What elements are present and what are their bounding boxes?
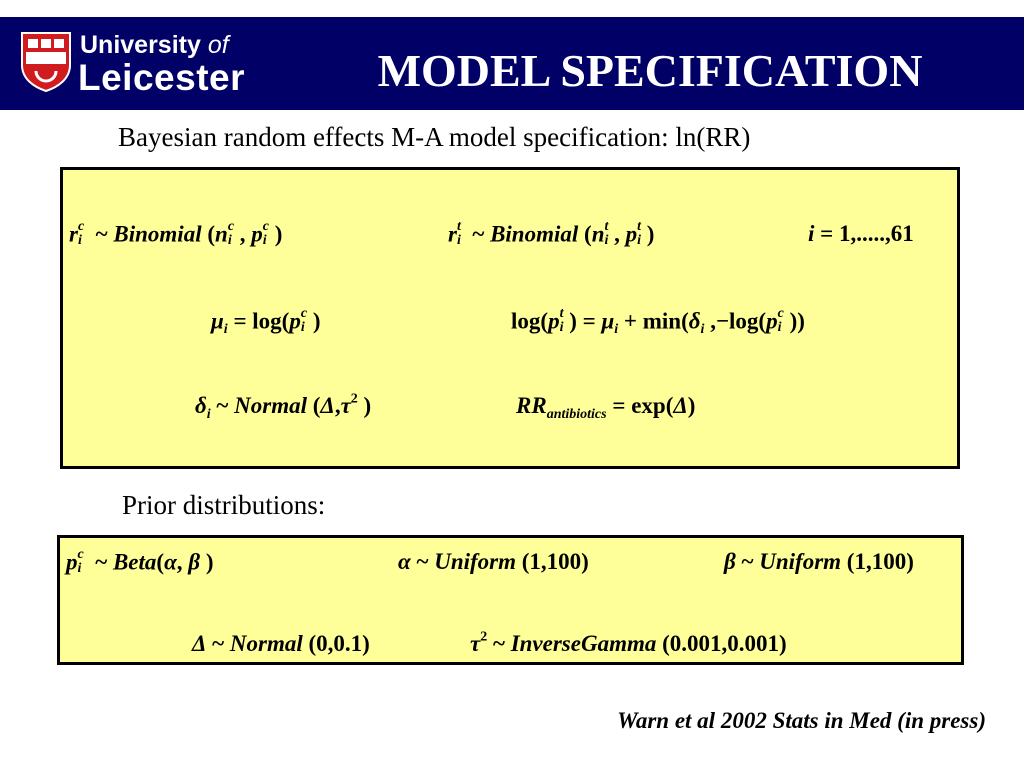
university-logo <box>20 31 270 101</box>
page-title: MODEL SPECIFICATION <box>377 45 923 96</box>
equation-index-range: i = 1,.....,61 <box>808 221 914 246</box>
university-crest-icon <box>20 31 72 93</box>
model-equations-box <box>60 167 960 469</box>
prior-p-beta: p c i ~ Beta(α, β ) <box>66 547 214 576</box>
prior-alpha-uniform: α ~ Uniform (1,100) <box>398 549 589 574</box>
prior-beta-uniform: β ~ Uniform (1,100) <box>724 549 914 574</box>
equation-log-treatment: log(p t i ) = $\mu_i + \min(\delta_i$ ,−log(p c i )) <box>511 306 805 338</box>
model-caption: Bayesian random effects M-A model specification: ln(RR) <box>118 122 751 152</box>
citation: Warn et al 2002 Stats in Med (in press) <box>617 708 986 733</box>
equation-mu-log: $\mu_i = \log(p$ c i ) <box>211 306 321 338</box>
prior-caption: Prior distributions: <box>122 490 326 520</box>
equation-control-binomial: r c i ~ Binomial (n c i , p c i ) <box>69 219 283 248</box>
prior-delta-normal: Δ ~ Normal (0,0.1) <box>192 631 370 656</box>
logo-text-university: University of <box>80 31 229 59</box>
equation-delta-normal: $\delta_i$ ~ Normal ($\Delta,\tau^2$ ) <box>195 391 372 422</box>
logo-text-leicester: Leicester <box>78 57 245 98</box>
header-bar <box>0 17 1024 110</box>
prior-tau-inverse-gamma: $\tau^2$ ~ InverseGamma (0.001,0.001) <box>470 629 787 656</box>
prior-distributions-box <box>57 535 964 665</box>
equation-rr-antibiotics: $RR_{antibiotics} = \exp(\Delta)$ <box>516 393 696 422</box>
equation-treatment-binomial: r t i ~ Binomial (n t i , p t i ) <box>448 219 655 248</box>
